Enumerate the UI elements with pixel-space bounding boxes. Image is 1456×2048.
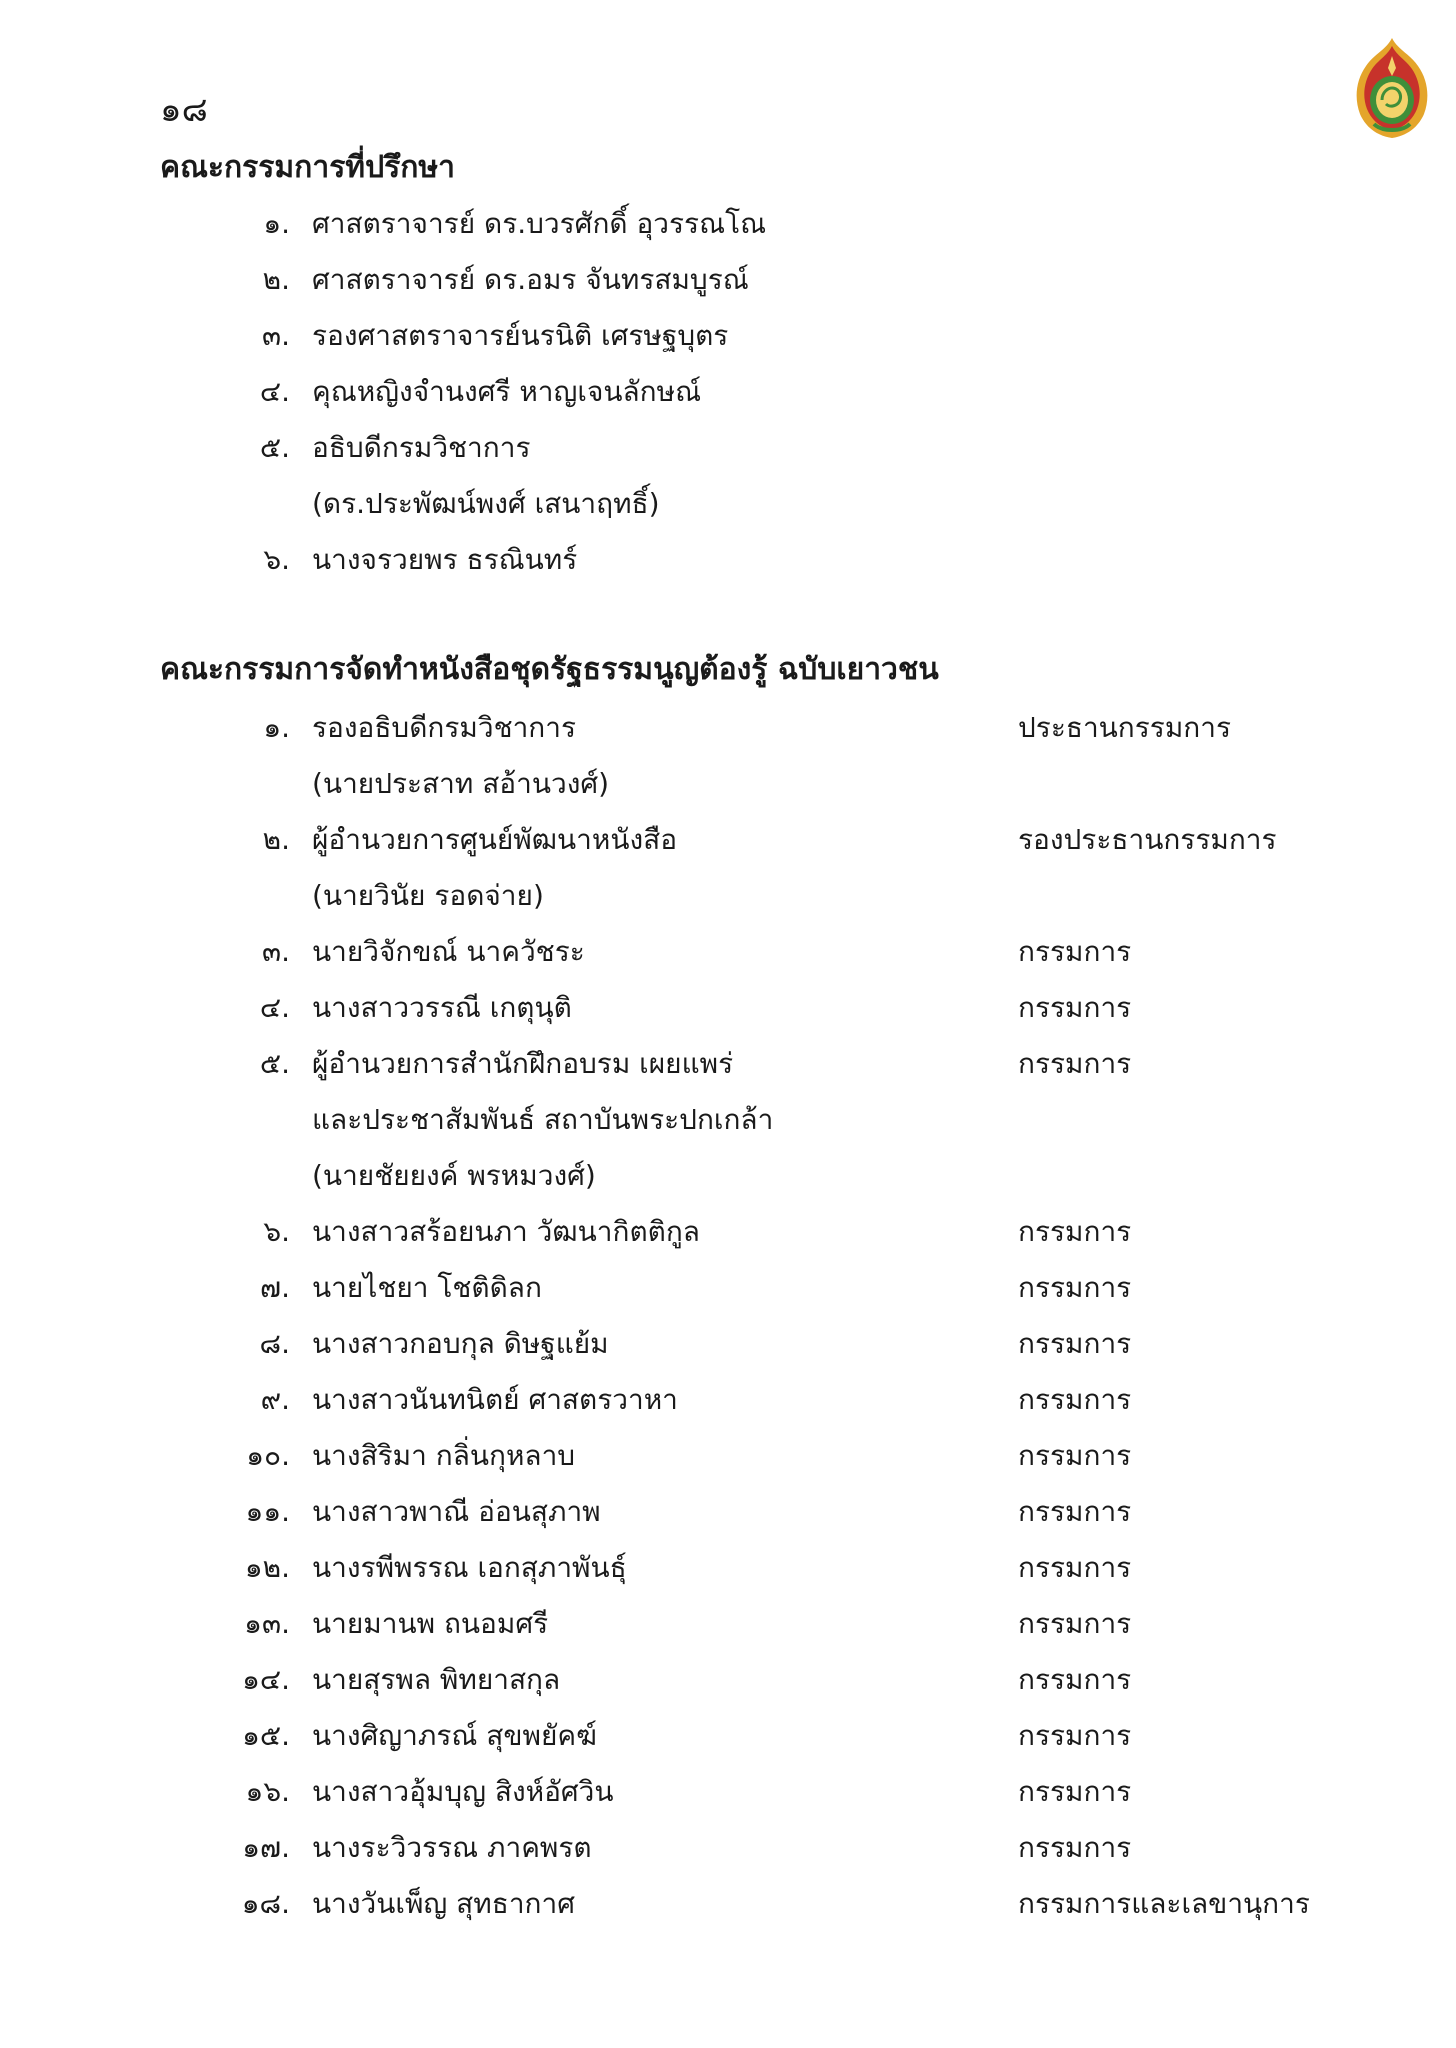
item-name: นายไชยา โชติดิลก <box>312 1271 542 1304</box>
item-role: กรรมการ <box>1018 1551 1132 1584</box>
item-number: ๓. <box>261 319 290 352</box>
list-item-line <box>0 1260 1456 1316</box>
list-item <box>0 1372 1456 1428</box>
committee-list <box>0 700 1456 1932</box>
item-name: รองอธิบดีกรมวิชาการ <box>312 711 577 744</box>
list-item <box>0 1820 1456 1876</box>
item-name: ศาสตราจารย์ ดร.อมร จันทรสมบูรณ์ <box>312 263 749 296</box>
item-role: กรรมการ <box>1018 1047 1132 1080</box>
item-name: รองศาสตราจารย์นรนิติ เศรษฐบุตร <box>312 319 729 352</box>
item-name: นางสิริมา กลิ่นกุหลาบ <box>312 1439 576 1472</box>
item-role: กรรมการ <box>1018 1215 1132 1248</box>
list-item <box>0 1764 1456 1820</box>
item-name: นางระวิวรรณ ภาคพรต <box>312 1831 592 1864</box>
list-item <box>0 812 1456 924</box>
list-item-line <box>0 196 1456 252</box>
list-item <box>0 1708 1456 1764</box>
list-item-line <box>0 1428 1456 1484</box>
list-item-line <box>0 420 1456 476</box>
list-item-line <box>0 1820 1456 1876</box>
item-number: ๑๑. <box>245 1495 290 1528</box>
item-number: ๖. <box>263 543 290 576</box>
list-item <box>0 1316 1456 1372</box>
item-number: ๑๘. <box>241 1887 290 1920</box>
list-item <box>0 1484 1456 1540</box>
list-item <box>0 196 1456 252</box>
item-number: ๒. <box>262 823 290 856</box>
list-item-line <box>0 756 1456 812</box>
list-item-line <box>0 812 1456 868</box>
item-number: ๑๒. <box>244 1551 290 1584</box>
list-item-line <box>0 1204 1456 1260</box>
list-item-line <box>0 1484 1456 1540</box>
list-item <box>0 364 1456 420</box>
list-item <box>0 420 1456 532</box>
list-item <box>0 1428 1456 1484</box>
item-name: นางสาวพาณี อ่อนสุภาพ <box>312 1495 601 1528</box>
item-number: ๘. <box>259 1327 290 1360</box>
list-item-line <box>0 1372 1456 1428</box>
item-role: กรรมการ <box>1018 1663 1132 1696</box>
list-item-line <box>0 476 1456 532</box>
item-name: อธิบดีกรมวิชาการ <box>312 431 531 464</box>
item-name: นางจรวยพร ธรณินทร์ <box>312 543 578 576</box>
item-role: รองประธานกรรมการ <box>1018 823 1277 856</box>
item-role: กรรมการ <box>1018 991 1132 1024</box>
item-number: ๕. <box>259 1047 290 1080</box>
item-detail: (นายประสาท สอ้านวงศ์) <box>312 767 610 800</box>
item-name: นางวันเพ็ญ สุทธากาศ <box>312 1887 575 1920</box>
list-item-line <box>0 1540 1456 1596</box>
list-item <box>0 1876 1456 1932</box>
list-item <box>0 924 1456 980</box>
item-name: ผู้อำนวยการศูนย์พัฒนาหนังสือ <box>312 823 678 856</box>
list-item <box>0 1204 1456 1260</box>
item-role: กรรมการ <box>1018 1271 1132 1304</box>
item-role: กรรมการ <box>1018 1607 1132 1640</box>
item-number: ๑๕. <box>242 1719 290 1752</box>
item-name: ผู้อำนวยการสำนักฝึกอบรม เผยแพร่ <box>312 1047 734 1080</box>
item-number: ๑๐. <box>246 1439 290 1472</box>
item-number: ๑. <box>263 711 290 744</box>
item-role: กรรมการ <box>1018 1775 1132 1808</box>
advisors-list <box>0 196 1456 588</box>
item-detail: (ดร.ประพัฒน์พงศ์ เสนาฤทธิ์) <box>312 487 660 520</box>
item-name: นางสาวกอบกุล ดิษฐแย้ม <box>312 1327 609 1360</box>
list-item-line <box>0 252 1456 308</box>
item-name: นายสุรพล พิทยาสกุล <box>312 1663 561 1696</box>
item-name: คุณหญิงจำนงศรี หาญเจนลักษณ์ <box>312 375 702 408</box>
list-item-line <box>0 700 1456 756</box>
list-item <box>0 1596 1456 1652</box>
item-name: นางศิญาภรณ์ สุขพยัคฆ์ <box>312 1719 597 1752</box>
item-name: นางสาวอุ้มบุญ สิงห์อัศวิน <box>312 1775 614 1808</box>
list-item-line <box>0 364 1456 420</box>
emblem-icon <box>1352 36 1432 140</box>
item-number: ๗. <box>260 1271 290 1304</box>
list-item <box>0 1260 1456 1316</box>
item-number: ๖. <box>263 1215 290 1248</box>
list-item-line <box>0 924 1456 980</box>
list-item-line <box>0 980 1456 1036</box>
list-item-line <box>0 1876 1456 1932</box>
list-item-line <box>0 1316 1456 1372</box>
committee-title: คณะกรรมการจัดทำหนังสือชุดรัฐธรรมนูญต้องรู้ ฉบับเยาวชน <box>160 652 939 687</box>
item-name: นางสาววรรณี เกตุนุติ <box>312 991 572 1024</box>
list-item-line <box>0 532 1456 588</box>
item-number: ๑๗. <box>242 1831 290 1864</box>
item-name: นางรพีพรรณ เอกสุภาพันธุ์ <box>312 1551 627 1584</box>
list-item <box>0 308 1456 364</box>
item-role: ประธานกรรมการ <box>1018 711 1232 744</box>
list-item-line <box>0 1092 1456 1148</box>
item-role: กรรมการ <box>1018 935 1132 968</box>
item-role: กรรมการ <box>1018 1831 1132 1864</box>
item-number: ๑. <box>263 207 290 240</box>
list-item <box>0 1652 1456 1708</box>
item-name: นางสาวสร้อยนภา วัฒนากิตติกูล <box>312 1215 700 1248</box>
item-number: ๑๓. <box>244 1607 290 1640</box>
list-item <box>0 1036 1456 1204</box>
list-item-line <box>0 1148 1456 1204</box>
list-item <box>0 532 1456 588</box>
list-item-line <box>0 1708 1456 1764</box>
list-item-line <box>0 1036 1456 1092</box>
list-item-line <box>0 868 1456 924</box>
item-role: กรรมการและเลขานุการ <box>1018 1887 1310 1920</box>
advisors-title: คณะกรรมการที่ปรึกษา <box>160 150 456 185</box>
list-item-line <box>0 1596 1456 1652</box>
item-detail: และประชาสัมพันธ์ สถาบันพระปกเกล้า <box>312 1103 774 1136</box>
item-name: ศาสตราจารย์ ดร.บวรศักดิ์ อุวรรณโณ <box>312 207 767 240</box>
item-number: ๔. <box>259 375 290 408</box>
list-item-line <box>0 308 1456 364</box>
item-number: ๒. <box>262 263 290 296</box>
item-role: กรรมการ <box>1018 1327 1132 1360</box>
item-name: นางสาวนันทนิตย์ ศาสตรวาหา <box>312 1383 678 1416</box>
item-number: ๓. <box>261 935 290 968</box>
item-role: กรรมการ <box>1018 1719 1132 1752</box>
item-detail: (นายชัยยงค์ พรหมวงศ์) <box>312 1159 596 1192</box>
page-number: ๑๘ <box>160 90 208 130</box>
item-role: กรรมการ <box>1018 1383 1132 1416</box>
item-number: ๕. <box>259 431 290 464</box>
list-item <box>0 980 1456 1036</box>
item-name: นายมานพ ถนอมศรี <box>312 1607 549 1640</box>
list-item <box>0 1540 1456 1596</box>
list-item <box>0 700 1456 812</box>
list-item-line <box>0 1764 1456 1820</box>
item-number: ๙. <box>260 1383 290 1416</box>
item-number: ๑๔. <box>242 1663 290 1696</box>
item-detail: (นายวินัย รอดจ่าย) <box>312 879 544 912</box>
item-number: ๑๖. <box>245 1775 290 1808</box>
item-role: กรรมการ <box>1018 1495 1132 1528</box>
item-number: ๔. <box>259 991 290 1024</box>
list-item-line <box>0 1652 1456 1708</box>
item-name: นายวิจักขณ์ นาควัชระ <box>312 935 585 968</box>
item-role: กรรมการ <box>1018 1439 1132 1472</box>
list-item <box>0 252 1456 308</box>
